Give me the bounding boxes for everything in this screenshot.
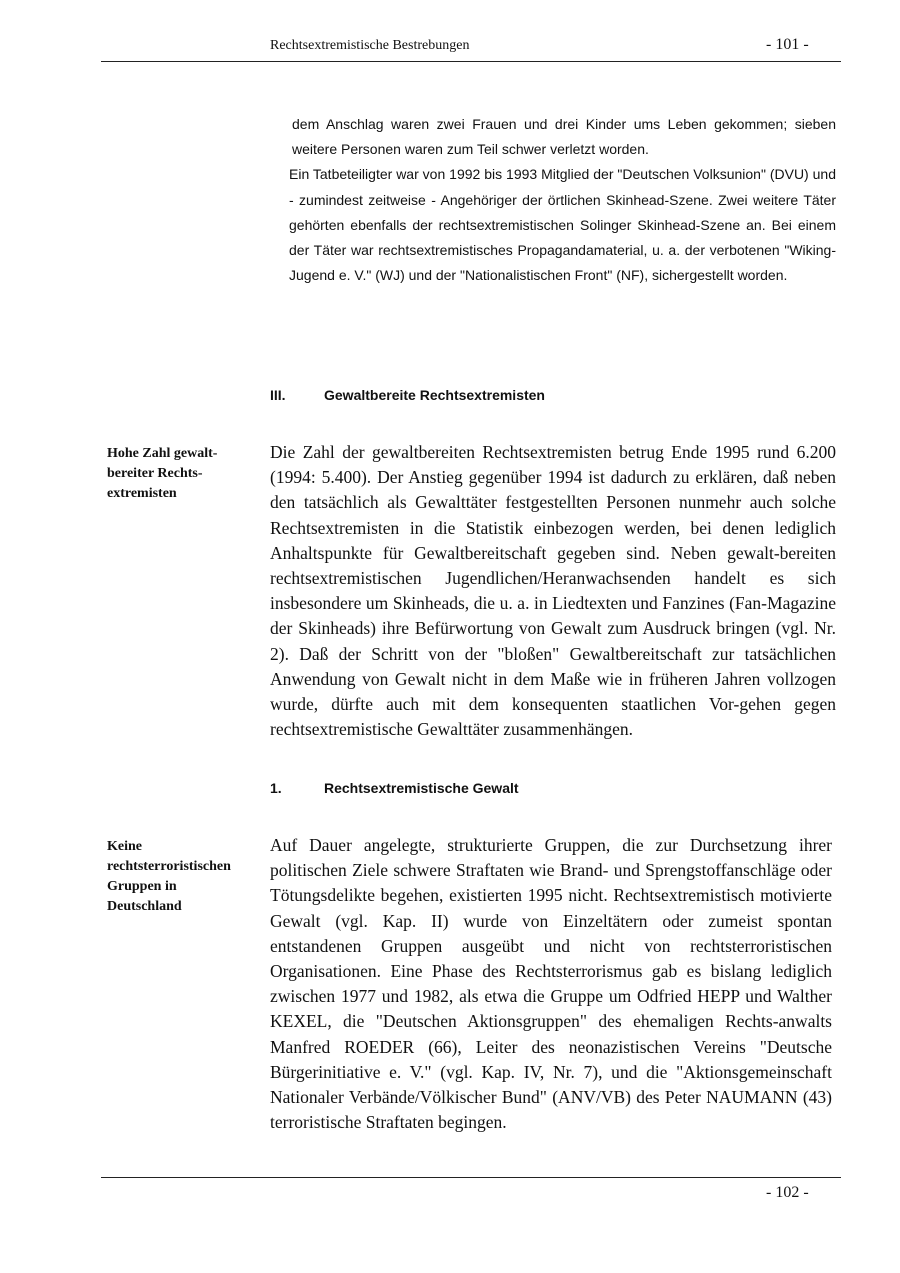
running-header-title: Rechtsextremistische Bestrebungen (270, 38, 470, 53)
subsection-heading-1 (270, 780, 830, 800)
header-rule (101, 61, 841, 62)
footer-rule (101, 1177, 841, 1178)
margin-note-gewaltbereite: Hohe Zahl gewalt-bereiter Rechts-extremisten (107, 446, 218, 501)
continuation-paragraph-1: dem Anschlag waren zwei Frauen und drei Kinder ums Leben gekommen; sieben weitere Personen waren zum Teil schwer verletzt worden. (292, 116, 836, 158)
subsection-title: Rechtsextremistische Gewalt (324, 780, 519, 796)
subsection-1-paragraph: Auf Dauer angelegte, strukturierte Gruppen, die zur Durchsetzung ihrer politischen Ziele schwere Straftaten wie Brand- und Sprengstoffanschläge oder Tötungsdelikte begehen, existierten 1995 nicht. Rechtsextremistisch motivierte Gewalt (vgl. Kap. II) wurde von Einzeltätern oder zumeist spontan entstandenen Gruppen ausgeübt und nicht von rechtsterroristischen Organisationen. Eine Phase des Rechtsterrorismus gab es bislang lediglich zwischen 1977 und 1982, als etwa die Gruppe um Odfried HEPP und Walther KEXEL, die "Deutschen Aktionsgruppen" des ehemaligen Rechts-anwalts Manfred ROEDER (66), Leiter des neonazistischen Vereins "Deutsche Bürgerinitiative e. V." (vgl. Kap. IV, Nr. 7), und die "Aktionsgemeinschaft Nationaler Verbände/Völkischer Bund" (ANV/VB) des Peter NAUMANN (43) terroristische Straftaten begingen. (270, 835, 832, 1133)
section-heading-iii (270, 387, 830, 407)
section-iii-paragraph: Die Zahl der gewaltbereiten Rechtsextremisten betrug Ende 1995 rund 6.200 (1994: 5.400). Der Anstieg gegenüber 1994 ist dadurch zu erklären, daß neben den tatsächlich als Gewalttäter festgestellten Personen nunmehr auch solche Rechtsextremisten in die Statistik einbezogen werden, bei denen lediglich Anhaltspunkte für Gewaltbereitschaft gegeben sind. Neben gewalt-bereiten rechtsextremistischen Jugendlichen/Heranwachsenden handelt es sich insbesondere um Skinheads, die u. a. in Liedtexten und Fanzines (Fan-Magazine der Skinheads) ihre Befürwortung von Gewalt zum Ausdruck bringen (vgl. Nr. 2). Daß der Schritt von der "bloßen" Gewaltbereitschaft zur tatsächlichen Anwendung von Gewalt nicht in dem Maße wie in früheren Jahren vollzogen wurde, dürfte auch mit dem konsequenten staatlichen Vor-gehen gegen rechtsextremistische Gewalttäter zusammenhängen. (270, 442, 836, 740)
footer-page-number: - 102 - (766, 1184, 809, 1201)
header-page-number: - 101 - (766, 36, 809, 53)
continuation-paragraph-2: Ein Tatbeteiligter war von 1992 bis 1993 Mitglied der "Deutschen Volksunion" (DVU) und - zumindest zeitweise - Angehöriger der örtlichen Skinhead-Szene. Zwei weitere Täter gehörten ebenfalls der rechtsextremistischen Solinger Skinhead-Szene an. Bei einem der Täter war rechtsextremistisches Propagandamaterial, u. a. der verbotenen "Wiking-Jugend e. V." (WJ) und der "Nationalistischen Front" (NF), sichergestellt worden. (289, 166, 836, 284)
section-title: Gewaltbereite Rechtsextremisten (324, 387, 545, 403)
margin-note-rechtsterrorismus: Keine rechtsterroristischen Gruppen in Deutschland (107, 839, 231, 914)
continuation-text (289, 112, 836, 288)
section-number: III. (270, 387, 286, 403)
subsection-number: 1. (270, 780, 282, 796)
